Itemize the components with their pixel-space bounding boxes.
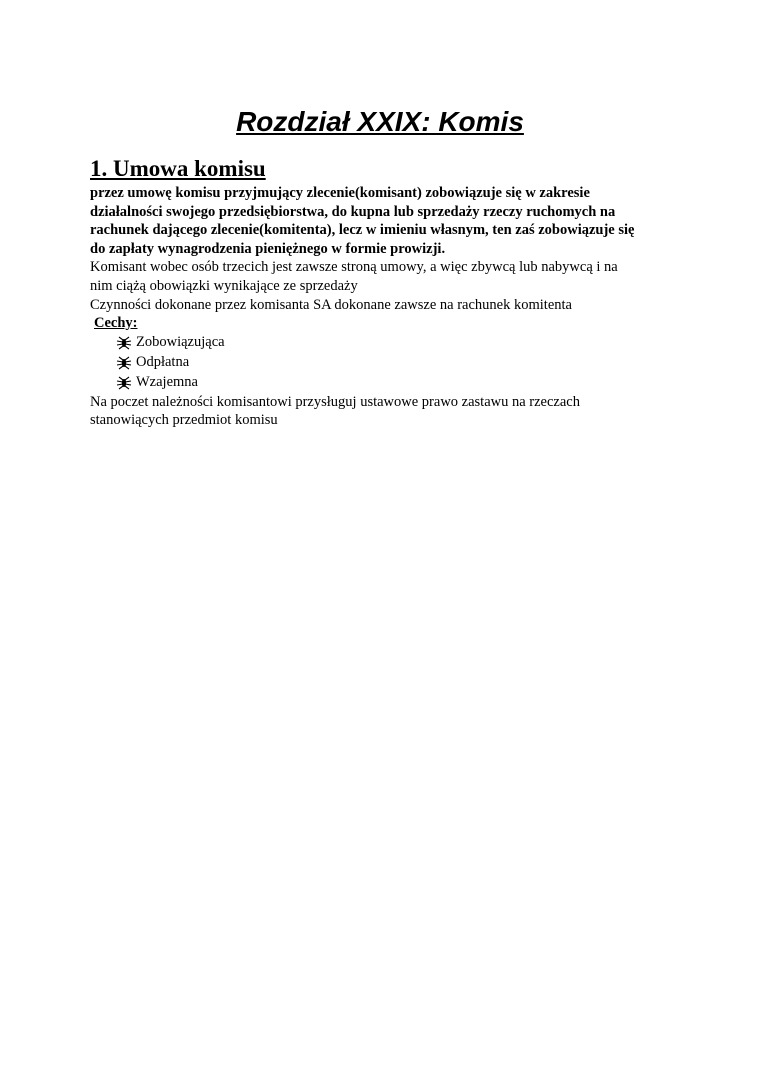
list-item — [116, 373, 680, 393]
paragraph-komisant — [90, 258, 680, 295]
list-item — [116, 353, 680, 373]
feature-label: Odpłatna — [136, 354, 190, 371]
section-heading: 1. Umowa komisu — [90, 156, 266, 181]
paragraph-line: stanowiących przedmiot komisu — [90, 412, 278, 429]
spider-icon — [116, 356, 132, 370]
definition-line: działalności swojego przedsiębiorstwa, do kupna lub sprzedaży rzeczy ruchomych na — [90, 203, 616, 220]
features-label: Cechy: — [94, 315, 138, 332]
chapter-title: Rozdział XXIX: Komis — [236, 106, 524, 137]
spider-icon — [116, 376, 132, 390]
definition-line: rachunek dającego zlecenie(komitenta), lecz w imieniu własnym, ten zaś zobowiązuje się — [90, 222, 635, 239]
feature-label: Wzajemna — [136, 374, 198, 391]
paragraph-line: Komisant wobec osób trzecich jest zawsze stroną umowy, a więc zbywcą lub nabywcą i na — [90, 259, 618, 276]
features-list — [90, 333, 680, 393]
definition-paragraph — [90, 184, 680, 258]
spider-icon — [116, 336, 132, 350]
paragraph-czynnosci: Czynności dokonane przez komisanta SA dokonane zawsze na rachunek komitenta — [90, 296, 572, 313]
paragraph-line: nim ciążą obowiązki wynikające ze sprzedaży — [90, 277, 358, 294]
feature-label: Zobowiązująca — [136, 334, 225, 351]
definition-line: do zapłaty wynagrodzenia pieniężnego w formie prowizji. — [90, 240, 446, 257]
definition-line: przez umowę komisu przyjmujący zlecenie(komisant) zobowiązuje się w zakresie — [90, 185, 590, 201]
document-body — [90, 184, 680, 430]
paragraph-zastaw — [90, 393, 680, 430]
list-item — [116, 333, 680, 353]
paragraph-line: Na poczet należności komisantowi przysługuj ustawowe prawo zastawu na rzeczach — [90, 393, 580, 410]
